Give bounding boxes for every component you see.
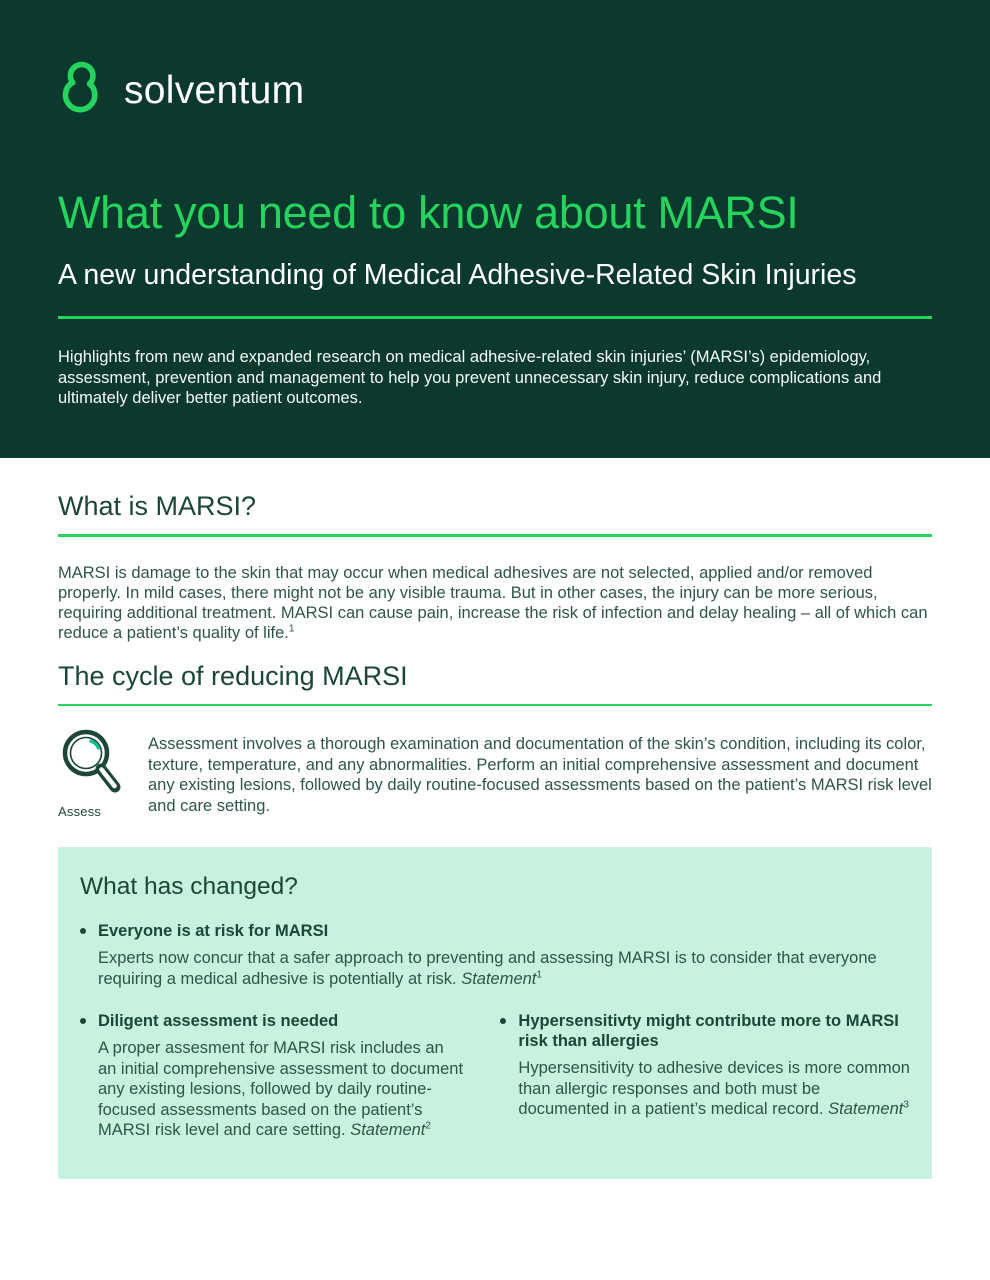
bullet-body xyxy=(518,1058,910,1120)
statement-ref: Statement xyxy=(350,1121,426,1140)
footnote-ref: 1 xyxy=(288,623,295,635)
logo-wordmark: solventum xyxy=(124,68,305,112)
statement-ref: Statement xyxy=(461,969,537,988)
solventum-logo-icon xyxy=(58,59,110,121)
bullet-body xyxy=(98,1038,466,1141)
bullet-hypersensitivity xyxy=(500,1011,910,1141)
bullet-everyone-at-risk xyxy=(80,921,910,989)
section-divider xyxy=(58,534,932,537)
footnote-ref: 2 xyxy=(425,1120,431,1132)
assess-icon-label: Assess xyxy=(58,804,102,820)
bullet-text: A proper assesment for MARSI risk includes an an initial comprehensive assessment to document any existing lesions, followed by daily routine-focused assessments based on the patient’s MARSI risk level and care setting. xyxy=(98,1039,464,1140)
assess-row xyxy=(58,728,932,819)
footnote-ref: 3 xyxy=(903,1099,909,1111)
bullet-content xyxy=(518,1011,910,1141)
hero-banner xyxy=(0,0,990,458)
bullet-body xyxy=(98,948,910,989)
what-is-marsi-text: MARSI is damage to the skin that may occur when medical adhesives are not selected, applied and/or removed properly. In mild cases, there might not be any visible trauma. But in other cases, the injury can be more serious, requiring additional treatment. MARSI can cause pain, increase the risk of infection and delay healing – all of which can reduce a patient’s quality of life. xyxy=(58,563,928,642)
page-title: What you need to know about MARSI xyxy=(58,187,799,238)
section-heading-what-is-marsi: What is MARSI? xyxy=(58,491,257,521)
bullet-content xyxy=(98,1011,466,1141)
bullet-text: Hypersensitivity to adhesive devices is more common than allergic responses and both must be documented in a patient’s medical record. xyxy=(518,1059,910,1119)
bullet-marker xyxy=(500,1018,506,1024)
hero-divider xyxy=(58,316,932,319)
main-content xyxy=(0,491,990,1179)
assess-paragraph: Assessment involves a thorough examination and documentation of the skin’s condition, including its color, texture, temperature, and any abnormalities. Perform an initial comprehensive assessment and document any existing lesions, followed by daily routine-focused assessments based on the patient’s MARSI risk level and care setting. xyxy=(148,735,932,815)
section-divider xyxy=(58,704,932,707)
panel-heading: What has changed? xyxy=(80,873,298,901)
section-heading-cycle: The cycle of reducing MARSI xyxy=(58,660,408,691)
bullet-diligent-assessment xyxy=(80,1011,466,1141)
what-is-marsi-paragraph xyxy=(58,563,932,643)
bullet-title: Diligent assessment is needed xyxy=(98,1012,339,1031)
bullet-title: Hypersensitivty might contribute more to MARSI risk than allergies xyxy=(518,1012,899,1051)
what-has-changed-panel xyxy=(58,847,932,1179)
panel-columns xyxy=(80,1011,910,1141)
bullet-marker xyxy=(80,1018,86,1024)
statement-ref: Statement xyxy=(828,1100,904,1119)
assess-icon-block xyxy=(58,728,132,819)
bullet-text: Experts now concur that a safer approach to preventing and assessing MARSI is to consider that everyone requiring a medical adhesive is potentially at risk. xyxy=(98,949,877,988)
brand-logo xyxy=(58,60,932,120)
bullet-title: Everyone is at risk for MARSI xyxy=(98,922,329,941)
bullet-content xyxy=(98,921,910,989)
page-subtitle: A new understanding of Medical Adhesive-Related Skin Injuries xyxy=(58,258,857,291)
hero-intro-paragraph: Highlights from new and expanded research on medical adhesive-related skin injuries’ (MARSI’s) epidemiology, assessment, prevention and management to help you prevent unnecessary skin injury, reduce complications and ultimately deliver better patient outcomes. xyxy=(58,348,882,408)
bullet-marker xyxy=(80,928,86,934)
footnote-ref: 1 xyxy=(536,969,542,981)
magnifier-icon xyxy=(60,728,122,800)
